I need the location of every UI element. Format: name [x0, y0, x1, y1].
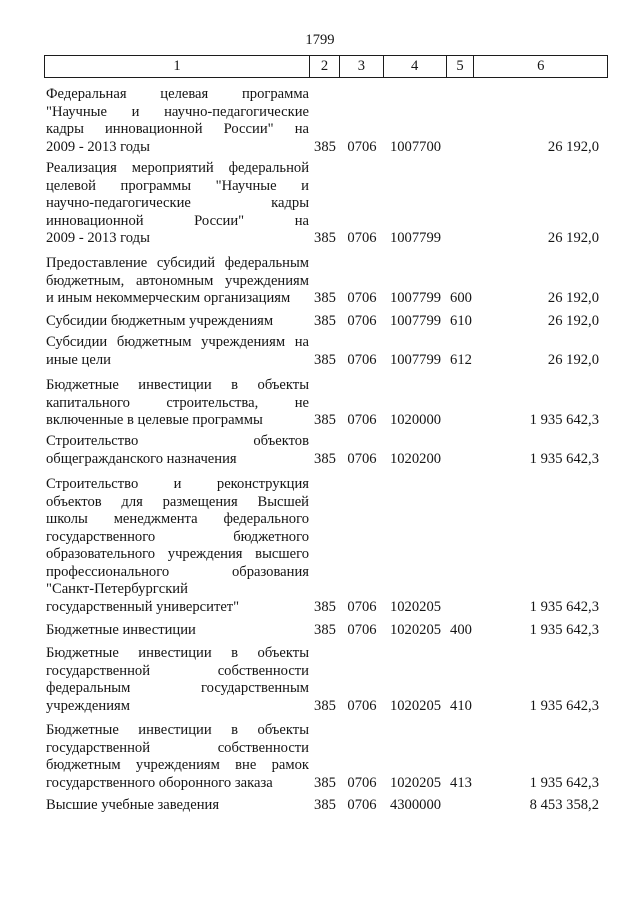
- row-name-line: Бюджетные инвестиции в объекты: [46, 722, 309, 738]
- row-name-cell: [46, 334, 309, 369]
- row-name-line: Высшие учебные заведения: [46, 797, 220, 813]
- expense-type-code-cell: 400: [450, 622, 472, 638]
- header-col-2: 2: [310, 56, 340, 77]
- target-article-code-cell: 1020205: [389, 774, 442, 791]
- row-name-line: Субсидии бюджетным учреждениям: [46, 313, 274, 329]
- expense-type-code-cell: [447, 797, 475, 815]
- row-name-line: кадры инновационной России" на: [46, 121, 309, 137]
- row-name-cell: [46, 160, 309, 248]
- target-article-code-cell: 1020200: [389, 450, 442, 467]
- row-name-line: Реализация мероприятий федеральной: [46, 160, 309, 176]
- target-article-code-cell: 1007799: [389, 290, 442, 306]
- row-name-cell: [46, 476, 309, 616]
- publisher-code-cell: 385: [314, 230, 336, 246]
- header-col-5: 5: [447, 56, 475, 77]
- row-name-line: иные цели: [46, 351, 111, 368]
- row-name-line: "Санкт-Петербургский: [46, 581, 188, 597]
- expense-type-code-cell: [447, 451, 475, 469]
- target-article-code-cell: 1007799: [389, 351, 442, 368]
- publisher-code-cell: 385: [314, 622, 336, 638]
- amount-cell: 26 192,0: [547, 230, 599, 246]
- expense-type-code-cell: 410: [450, 697, 472, 714]
- expense-type-code-cell: [447, 139, 475, 157]
- page-number: 1799: [305, 32, 335, 48]
- row-name-line: Субсидии бюджетным учреждениям на: [46, 334, 309, 350]
- expense-type-code-cell: 610: [450, 313, 472, 329]
- publisher-code-cell: 385: [314, 412, 336, 428]
- amount-cell: 26 192,0: [547, 290, 599, 306]
- section-code-cell: 0706: [347, 598, 377, 615]
- target-article-code-cell: 1020205: [389, 697, 442, 714]
- amount-cell: 8 453 358,2: [529, 797, 599, 813]
- row-name-line: 2009 - 2013 годы: [46, 230, 150, 246]
- row-name-line: профессионального образования: [46, 563, 309, 580]
- row-name-line: общегражданского назначения: [46, 450, 237, 467]
- publisher-code-cell: 385: [314, 697, 336, 714]
- publisher-code-cell: 385: [314, 450, 336, 467]
- expense-type-code-cell: [447, 599, 475, 617]
- expense-type-code-cell: 612: [450, 351, 472, 368]
- header-col-1: 1: [45, 56, 310, 77]
- section-code-cell: 0706: [347, 351, 377, 368]
- row-name-line: Строительство и реконструкция: [46, 476, 309, 492]
- row-name-line: бюджетным, автономным учреждениям: [46, 272, 309, 289]
- section-code-cell: 0706: [347, 622, 377, 638]
- row-name-line: федеральным государственным: [46, 680, 309, 696]
- row-name-line: и иным некоммерческим организациям: [46, 290, 291, 306]
- amount-cell: 26 192,0: [547, 138, 599, 155]
- expense-type-code-cell: 413: [450, 774, 472, 791]
- target-article-code-cell: 1020205: [389, 622, 442, 638]
- row-name-cell: [46, 622, 309, 640]
- publisher-code-cell: 385: [314, 351, 336, 368]
- row-name-line: научно-педагогические кадры: [46, 195, 309, 211]
- section-code-cell: 0706: [347, 138, 377, 155]
- expense-type-code-cell: [447, 230, 475, 248]
- row-name-line: объектов для размещения Высшей: [46, 493, 309, 510]
- row-name-cell: [46, 86, 309, 156]
- row-name-cell: [46, 313, 309, 331]
- row-name-line: Федеральная целевая программа: [46, 86, 309, 102]
- row-name-line: образовательного учреждения высшего: [46, 546, 309, 562]
- target-article-code-cell: 1007700: [389, 138, 442, 155]
- publisher-code-cell: 385: [314, 598, 336, 615]
- section-code-cell: 0706: [347, 797, 377, 813]
- row-name-cell: [46, 645, 309, 715]
- amount-cell: 1 935 642,3: [529, 622, 599, 638]
- row-name-line: государственной собственности: [46, 739, 309, 756]
- section-code-cell: 0706: [347, 230, 377, 246]
- row-name-line: Строительство объектов: [46, 433, 309, 449]
- target-article-code-cell: 1020205: [389, 598, 442, 615]
- expense-type-code-cell: 600: [450, 290, 472, 306]
- row-name-line: Бюджетные инвестиции в объекты: [46, 645, 309, 661]
- amount-cell: 1 935 642,3: [529, 450, 599, 467]
- amount-cell: 26 192,0: [547, 313, 599, 329]
- publisher-code-cell: 385: [314, 290, 336, 306]
- target-article-code-cell: 1007799: [389, 313, 442, 329]
- header-col-4: 4: [384, 56, 447, 77]
- row-name-cell: [46, 722, 309, 792]
- header-col-6: 6: [537, 58, 545, 74]
- amount-cell: 1 935 642,3: [529, 697, 599, 714]
- row-name-line: учреждениям: [46, 697, 130, 714]
- table-header: [44, 55, 608, 78]
- amount-cell: 1 935 642,3: [529, 412, 599, 428]
- publisher-code-cell: 385: [314, 774, 336, 791]
- section-code-cell: 0706: [347, 412, 377, 428]
- section-code-cell: 0706: [347, 697, 377, 714]
- row-name-line: Бюджетные инвестиции в объекты: [46, 377, 309, 393]
- header-col-3: 3: [340, 56, 384, 77]
- publisher-code-cell: 385: [314, 797, 336, 813]
- publisher-code-cell: 385: [314, 138, 336, 155]
- target-article-code-cell: 1020000: [389, 412, 442, 428]
- section-code-cell: 0706: [347, 290, 377, 306]
- row-name-line: государственного оборонного заказа: [46, 774, 273, 791]
- row-name-line: "Научные и научно-педагогические: [46, 103, 309, 120]
- row-name-line: школы менеджмента федерального: [46, 511, 309, 527]
- target-article-code-cell: 4300000: [389, 797, 442, 813]
- target-article-code-cell: 1007799: [389, 230, 442, 246]
- section-code-cell: 0706: [347, 774, 377, 791]
- row-name-line: Предоставление субсидий федеральным: [46, 255, 309, 271]
- row-name-line: капитального строительства, не: [46, 394, 309, 411]
- row-name-line: инновационной России" на: [46, 212, 309, 229]
- section-code-cell: 0706: [347, 313, 377, 329]
- amount-cell: 1 935 642,3: [529, 598, 599, 615]
- row-name-cell: [46, 433, 309, 468]
- row-name-cell: [46, 377, 309, 430]
- row-name-line: государственного бюджетного: [46, 528, 309, 545]
- row-name-cell: [46, 255, 309, 308]
- row-name-line: государственный университет": [46, 598, 240, 615]
- row-name-line: бюджетным учреждениям вне рамок: [46, 757, 309, 773]
- section-code-cell: 0706: [347, 450, 377, 467]
- amount-cell: 26 192,0: [547, 351, 599, 368]
- expense-type-code-cell: [447, 412, 475, 430]
- row-name-line: целевой программы "Научные и: [46, 177, 309, 194]
- row-name-cell: [46, 797, 309, 815]
- row-name-line: включенные в целевые программы: [46, 412, 263, 428]
- row-name-line: Бюджетные инвестиции: [46, 622, 196, 638]
- row-name-line: государственной собственности: [46, 662, 309, 679]
- publisher-code-cell: 385: [314, 313, 336, 329]
- amount-cell: 1 935 642,3: [529, 774, 599, 791]
- row-name-line: 2009 - 2013 годы: [46, 138, 150, 155]
